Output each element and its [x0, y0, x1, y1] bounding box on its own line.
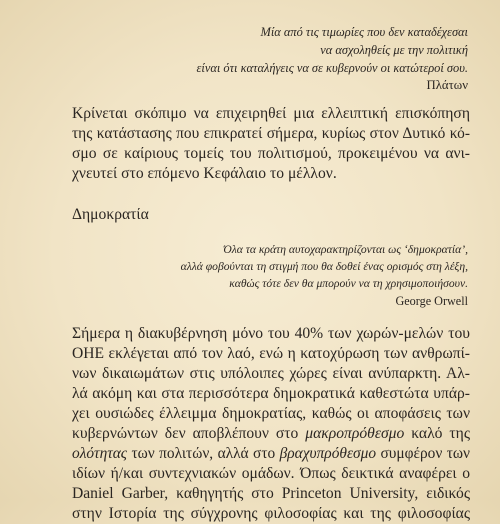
paragraph-line: στην Ιστορία της σύγχρονης φιλοσοφίας και της φιλοσοφίας [72, 505, 470, 522]
text-run: συμφέρον των [376, 445, 470, 462]
orwell-epigraph [181, 241, 468, 292]
paragraph-line [72, 444, 470, 464]
democracy-paragraph [72, 324, 470, 524]
paragraph-line [72, 424, 470, 444]
paragraph-line: χνευτεί στο επόμενο Κεφάλαιο το μέλλον. [72, 165, 337, 182]
paragraph-line: Σήμερα η διακυβέρνηση μόνο του 40% των χωρών-μελών του [72, 325, 470, 342]
epigraph-line: είναι ότι καταλήγεις να σε κυβερνούν οι κατώτεροί σου. [196, 61, 468, 75]
text-run: των πολιτών, αλλά στο [127, 445, 280, 462]
paragraph-line: λά ακόμη και στα περισσότερα δημοκρατικά καθεστώτα υπάρ- [72, 385, 470, 402]
text-run: κυβερνώντων δεν αποβλέπουν στο [72, 425, 306, 442]
epigraph-line: να ασχοληθείς με την πολιτική [320, 43, 468, 57]
emphasis-short-term: βραχυπρόθεσμο [279, 445, 377, 462]
paragraph-line: Daniel Garber, καθηγητής στο Princeton University, ειδικός [72, 485, 470, 502]
epigraph-author-plato: Πλάτων [426, 78, 468, 92]
paragraph-line: σμο σε καίριους τομείς του πολιτισμού, προκειμένου να ανι- [72, 145, 470, 162]
epigraph-line: αλλά φοβούνται τη στιγμή που θα δοθεί ένας ορισμός στη λέξη, [180, 260, 468, 273]
section-heading-democracy: Δημοκρατία [72, 206, 149, 223]
emphasis-long-term: μακροπρόθεσμο [305, 425, 405, 442]
epigraph-line: Μία από τις τιμωρίες που δεν καταδέχεσαι [260, 25, 468, 39]
paragraph-line: νων δικαιωμάτων στις υπόλοιπες χώρες είναι ανύπαρκτη. Αλ- [72, 365, 470, 382]
intro-paragraph [72, 104, 470, 184]
paragraph-line: ιδίων ή/και συντεχνιακών ομάδων. Όπως δεικτικά αναφέρει ο [72, 465, 470, 482]
paragraph-line: Κρίνεται σκόπιμο να επιχειρηθεί μια ελλειπτική επισκόπηση [72, 105, 470, 122]
paragraph-line: της κατάστασης που επικρατεί σήμερα, κυρίως στον Δυτικό κό- [72, 125, 470, 142]
epigraph-author-orwell: George Orwell [395, 294, 468, 308]
paragraph-line: ΟΗΕ εκλέγεται από τον λαό, ενώ η κατοχύρωση των ανθρωπί- [72, 345, 470, 362]
epigraph-line: Όλα τα κράτη αυτοχαρακτηρίζονται ως ‘δημοκρατία’, [223, 243, 468, 256]
paragraph-line: χει ουσιώδες έλλειμμα δημοκρατίας, καθώς οι αποφάσεις των [72, 405, 470, 422]
emphasis-totality: ολότητας [72, 445, 128, 462]
plato-epigraph [197, 23, 468, 77]
epigraph-line: καθώς τότε δεν θα μπορούν να τη χρησιμοποιήσουν. [229, 277, 468, 290]
text-run: καλό της [404, 425, 470, 442]
